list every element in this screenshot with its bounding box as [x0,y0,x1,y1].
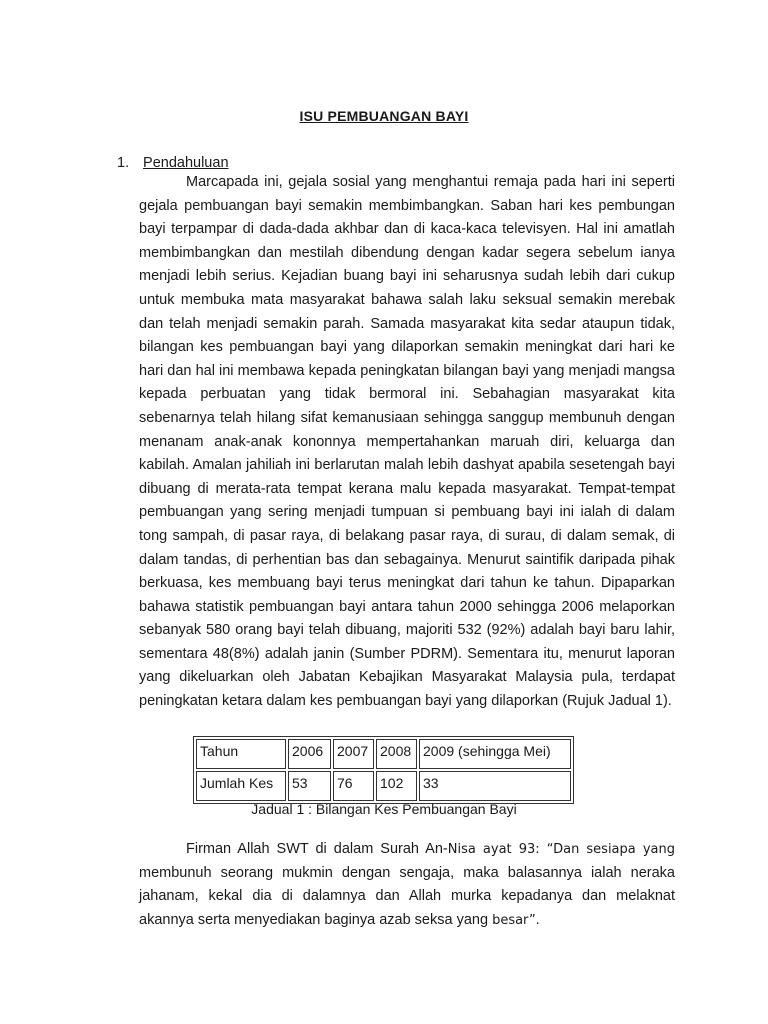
quote-reference: Nisa ayat 93: “Dan sesiapa yang [447,842,675,857]
table-row [196,739,571,769]
quote-lead: Firman Allah SWT di dalam Surah An- [186,841,448,857]
table-cell: 2007 [333,739,374,769]
section-title: Pendahuluan [143,155,229,171]
table-cell: Tahun [196,739,286,769]
table-cell: 102 [376,771,417,801]
table-caption: Jadual 1 : Bilangan Kes Pembuangan Bayi [251,801,517,817]
introduction-paragraph: Marcapada ini, gejala sosial yang menghantui remaja pada hari ini seperti gejala pembuangan bayi semakin membimbangkan. Saban hari kes pembungan bayi terpampar di dada-dada akhbar dan di kaca-kaca televisyen. Hal ini amatlah membimbangkan dan mestilah dibendung dengan kadar segera sebelum ianya menjadi lebih serius. Kejadian buang bayi ini seharusnya sudah lebih dari cukup untuk membuka mata masyarakat bahawa salah laku seksual semakin merebak dan telah menjadi semakin parah. Samada masyarakat kita sedar ataupun tidak, bilangan kes pembuangan bayi yang dilaporkan semakin meningkat dari hari ke hari dan hal ini membawa kepada peningkatan bilangan bayi yang menjadi mangsa kepada perbuatan yang tidak bermoral ini. Sebahagian masyarakat kita sebenarnya telah hilang sifat kemanusiaan sehingga sanggup membunuh dengan menanam anak-anak kononnya mempertahankan maruah diri, keluarga dan kabilah. Amalan jahiliah ini berlarutan malah lebih dashyat apabila sesetengah bayi dibuang di merata-rata tempat kerana malu kepada masyarakat. Tempat-tempat pembuangan yang sering menjadi tumpuan si pembuang bayi ini ialah di dalam tong sampah, di pasar raya, di belakang pasar raya, di surau, di dalam semak, di dalam tandas, di perhentian bas dan sebagainya. Menurut saintifik daripada pihak berkuasa, kes membuang bayi terus meningkat dari tahun ke tahun. Dipaparkan bahawa statistik pembuangan bayi antara tahun 2000 sehingga 2006 melaporkan sebanyak 580 orang bayi telah dibuang, majoriti 532 (92%) adalah bayi baru lahir, sementara 48(8%) adalah janin (Sumber PDRM). Sementara itu, menurut laporan yang dikeluarkan oleh Jabatan Kebajikan Masyarakat Malaysia pula, terdapat peningkatan ketara dalam kes pembuangan bayi yang dilaporkan (Rujuk Jadual 1). [139,174,675,710]
table-cell: 2009 (sehingga Mei) [419,739,571,769]
section-number: 1. [117,155,130,171]
document-title: ISU PEMBUANGAN BAYI [299,108,469,124]
cases-table [193,736,574,804]
quote-end: besar”. [492,912,540,928]
table-cell: 2008 [376,739,417,769]
quote-paragraph [139,838,675,932]
table-cell: 2006 [288,739,331,769]
quote-body: membunuh seorang mukmin dengan sengaja, maka balasannya ialah neraka jahanam, kekal dia di dalamnya dan Allah murka kepadanya dan melaknat akannya serta menyediakan baginya azab seksa yang [139,864,675,928]
table-cell: Jumlah Kes [196,771,286,801]
table-cell: 76 [333,771,374,801]
table-cell: 53 [288,771,331,801]
table-cell: 33 [419,771,571,801]
section-heading [117,155,229,171]
table-row [196,771,571,801]
